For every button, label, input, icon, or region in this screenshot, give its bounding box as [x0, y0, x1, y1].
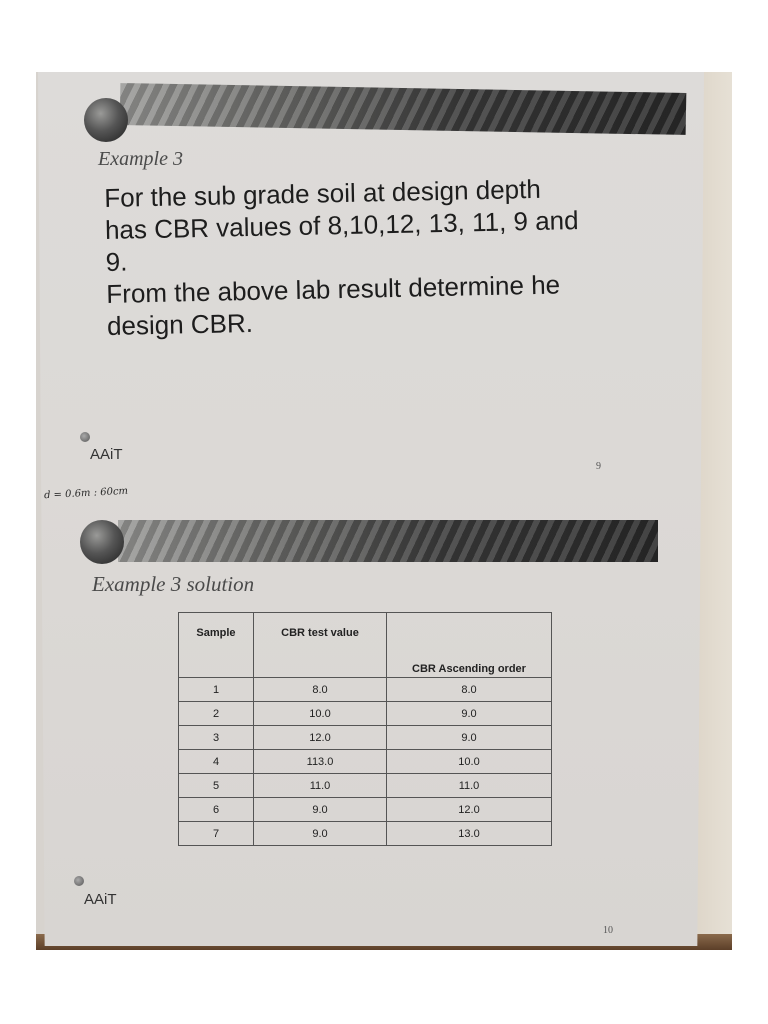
cell-test-value: 9.0 [254, 798, 387, 822]
top-slide-title: Example 3 [98, 148, 183, 170]
bottom-slide-banner [118, 520, 658, 562]
cell-test-value: 8.0 [254, 678, 387, 702]
cell-test-value: 11.0 [254, 774, 387, 798]
bottom-logo-text: AAiT [84, 891, 117, 908]
table-header-row [179, 613, 552, 678]
cell-ascending: 12.0 [387, 798, 552, 822]
problem-line-4: From the above lab result determine he [106, 269, 561, 309]
cell-ascending: 8.0 [387, 678, 552, 702]
problem-line-2: has CBR values of 8,10,12, 13, 11, 9 and [104, 205, 579, 245]
cell-sample: 6 [179, 798, 254, 822]
problem-statement [104, 171, 647, 342]
header-sample: Sample [179, 613, 254, 678]
table-row [179, 702, 552, 726]
cell-ascending: 13.0 [387, 822, 552, 846]
top-logo-text: AAiT [90, 446, 123, 463]
cell-test-value: 9.0 [254, 822, 387, 846]
cell-sample: 3 [179, 726, 254, 750]
table-row [179, 798, 552, 822]
cell-sample: 4 [179, 750, 254, 774]
bottom-page-number: 10 [603, 925, 613, 936]
cell-ascending: 9.0 [387, 726, 552, 750]
table-row [179, 726, 552, 750]
bottom-slide-globe-icon [80, 520, 124, 564]
top-page-number: 9 [596, 461, 601, 472]
cell-test-value: 10.0 [254, 702, 387, 726]
cell-sample: 5 [179, 774, 254, 798]
bottom-logo-icon [74, 876, 84, 886]
cell-sample: 7 [179, 822, 254, 846]
top-logo-icon [80, 432, 90, 442]
cbr-table [178, 612, 552, 846]
cell-test-value: 113.0 [254, 750, 387, 774]
table-row [179, 678, 552, 702]
cell-ascending: 9.0 [387, 702, 552, 726]
header-cbr-test-value: CBR test value [254, 613, 387, 678]
problem-line-3: 9. [105, 246, 128, 277]
problem-line-5: design CBR. [106, 307, 254, 341]
table-row [179, 822, 552, 846]
header-cbr-ascending-order: CBR Ascending order [387, 613, 552, 678]
table-row [179, 750, 552, 774]
problem-line-1: For the sub grade soil at design depth [104, 173, 542, 213]
cell-test-value: 12.0 [254, 726, 387, 750]
handwritten-note: d = 0.6m : 60cm [43, 485, 129, 502]
table-row [179, 774, 552, 798]
cell-sample: 2 [179, 702, 254, 726]
cell-ascending: 11.0 [387, 774, 552, 798]
bottom-slide-title: Example 3 solution [92, 572, 255, 596]
top-slide-globe-icon [84, 98, 128, 142]
cell-ascending: 10.0 [387, 750, 552, 774]
cell-sample: 1 [179, 678, 254, 702]
